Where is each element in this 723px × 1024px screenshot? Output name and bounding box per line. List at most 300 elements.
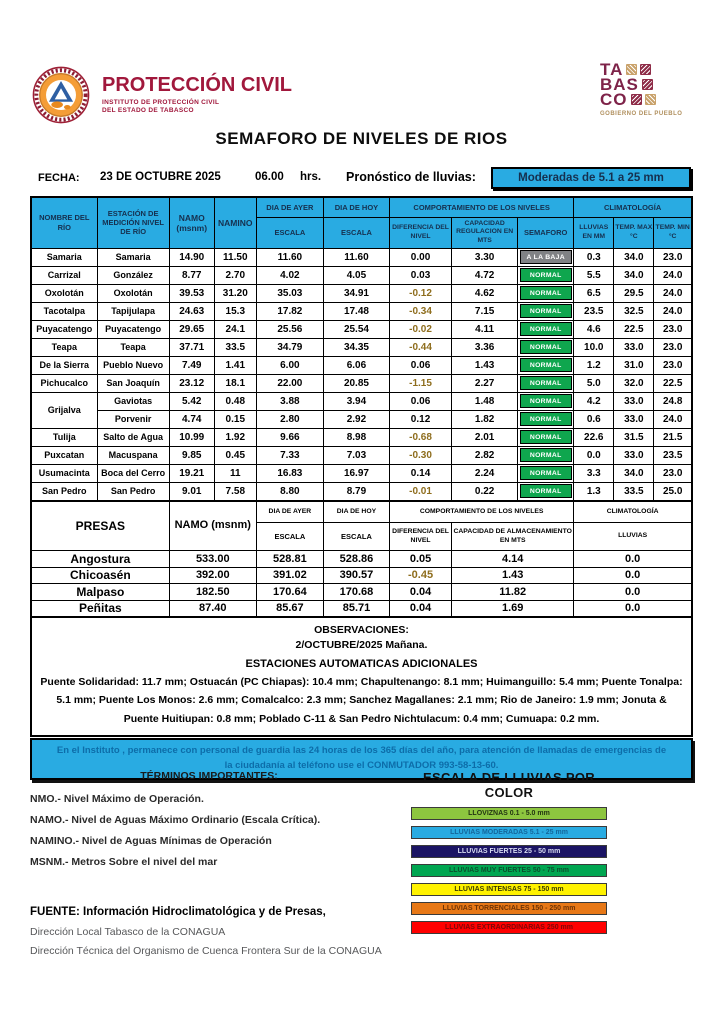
cell-capacidad: 2.24 bbox=[452, 464, 518, 482]
cell-namino: 33.5 bbox=[214, 338, 256, 356]
cell-diferencia: 0.03 bbox=[390, 266, 452, 284]
cell-namino: 7.58 bbox=[214, 482, 256, 501]
cell-namino: 2.70 bbox=[214, 266, 256, 284]
agency-name: PROTECCIÓN CIVIL bbox=[102, 74, 293, 96]
river-row bbox=[31, 266, 692, 284]
termino-item: MSNM.- Metros Sobre el nivel del mar bbox=[30, 856, 218, 868]
cell-lluvias: 5.5 bbox=[574, 266, 614, 284]
cell-lluvias: 5.0 bbox=[574, 374, 614, 392]
cell-temp-max: 33.0 bbox=[614, 446, 654, 464]
cell-diferencia: -0.45 bbox=[390, 567, 452, 584]
river-row bbox=[31, 320, 692, 338]
cell-namo: 24.63 bbox=[169, 302, 214, 320]
cell-lluvias: 0.0 bbox=[574, 584, 692, 601]
cell-temp-max: 33.0 bbox=[614, 338, 654, 356]
cell-temp-min: 24.0 bbox=[654, 266, 692, 284]
cell-escala-hoy: 25.54 bbox=[323, 320, 389, 338]
cell-semaforo bbox=[518, 356, 574, 374]
cell-temp-min: 23.5 bbox=[654, 446, 692, 464]
tabasco-logo-caption: GOBIERNO DEL PUEBLO bbox=[600, 111, 683, 117]
river-row bbox=[31, 374, 692, 392]
cell-estacion: Pueblo Nuevo bbox=[97, 356, 169, 374]
cell-estacion: Teapa bbox=[97, 338, 169, 356]
presas-subheader-escala-hoy: ESCALA bbox=[323, 523, 389, 551]
river-row bbox=[31, 338, 692, 356]
cell-rio: Samaria bbox=[31, 248, 97, 266]
cell-rio: Puyacatengo bbox=[31, 320, 97, 338]
cell-temp-max: 34.0 bbox=[614, 464, 654, 482]
cell-estacion: González bbox=[97, 266, 169, 284]
cell-temp-min: 23.0 bbox=[654, 464, 692, 482]
cell-estacion: San Pedro bbox=[97, 482, 169, 501]
cell-temp-min: 22.5 bbox=[654, 374, 692, 392]
cell-presa: Peñitas bbox=[31, 600, 169, 617]
escala-bar: LLUVIAS TORRENCIALES 150 - 250 mm bbox=[411, 902, 607, 915]
cell-namino: 24.1 bbox=[214, 320, 256, 338]
cell-estacion: Porvenir bbox=[97, 410, 169, 428]
river-row bbox=[31, 248, 692, 266]
agency-wordmark bbox=[102, 74, 292, 114]
presas-header-climatologia: CLIMATOLOGÍA bbox=[574, 501, 692, 523]
cell-rio: Usumacinta bbox=[31, 464, 97, 482]
presa-row bbox=[31, 551, 692, 568]
presa-row bbox=[31, 584, 692, 601]
cell-temp-min: 24.0 bbox=[654, 410, 692, 428]
cell-namino: 1.92 bbox=[214, 428, 256, 446]
termino-item: NMO.- Nivel Máximo de Operación. bbox=[30, 793, 204, 805]
fuente-line-bold: FUENTE: Información Hidroclimatológica y de Presas, bbox=[30, 906, 326, 918]
cell-lluvias: 23.5 bbox=[574, 302, 614, 320]
cell-temp-max: 32.5 bbox=[614, 302, 654, 320]
cell-namo: 29.65 bbox=[169, 320, 214, 338]
fecha-hrs: hrs. bbox=[300, 171, 322, 183]
cell-diferencia: -0.02 bbox=[390, 320, 452, 338]
cell-escala-hoy: 85.71 bbox=[323, 600, 389, 617]
cell-semaforo bbox=[518, 374, 574, 392]
semaforo-badge: NORMAL bbox=[520, 358, 572, 372]
presa-row bbox=[31, 567, 692, 584]
cell-estacion: San Joaquín bbox=[97, 374, 169, 392]
cell-temp-min: 23.0 bbox=[654, 320, 692, 338]
cell-rio: Carrizal bbox=[31, 266, 97, 284]
river-row bbox=[31, 302, 692, 320]
col-header-estacion: ESTACIÓN DE MEDICIÓN NIVEL DE RÍO bbox=[97, 197, 169, 248]
fecha-time: 06.00 bbox=[255, 171, 284, 183]
col-header-climatologia: CLIMATOLOGÍA bbox=[574, 197, 692, 217]
cell-temp-min: 24.0 bbox=[654, 302, 692, 320]
cell-escala-ayer: 22.00 bbox=[256, 374, 323, 392]
cell-diferencia: 0.14 bbox=[390, 464, 452, 482]
cell-namo: 9.85 bbox=[169, 446, 214, 464]
cell-escala-ayer: 34.79 bbox=[256, 338, 323, 356]
cell-namo: 37.71 bbox=[169, 338, 214, 356]
cell-namino: 11 bbox=[214, 464, 256, 482]
cell-temp-max: 33.0 bbox=[614, 410, 654, 428]
col-subheader-escala-ayer: ESCALA bbox=[256, 217, 323, 248]
cell-diferencia: 0.06 bbox=[390, 356, 452, 374]
presas-header-comportamiento: COMPORTAMIENTO DE LOS NIVELES bbox=[390, 501, 574, 523]
cell-semaforo bbox=[518, 410, 574, 428]
cell-namo: 39.53 bbox=[169, 284, 214, 302]
cell-estacion: Puyacatengo bbox=[97, 320, 169, 338]
termino-item: NAMINO.- Nivel de Aguas Mínimas de Operación bbox=[30, 835, 272, 847]
col-header-comportamiento: COMPORTAMIENTO DE LOS NIVELES bbox=[390, 197, 574, 217]
cell-escala-ayer: 25.56 bbox=[256, 320, 323, 338]
cell-escala-ayer: 35.03 bbox=[256, 284, 323, 302]
escala-bar: LLUVIAS MODERADAS 5.1 - 25 mm bbox=[411, 826, 607, 839]
cell-capacidad: 2.27 bbox=[452, 374, 518, 392]
cell-namo: 533.00 bbox=[169, 551, 256, 568]
fuente bbox=[30, 906, 382, 961]
semaforo-badge: NORMAL bbox=[520, 448, 572, 462]
cell-namino: 18.1 bbox=[214, 374, 256, 392]
cell-diferencia: 0.06 bbox=[390, 392, 452, 410]
tabasco-glyph-icon bbox=[645, 94, 656, 105]
col-header-rio: NOMBRE DEL RÍO bbox=[31, 197, 97, 248]
cell-namo: 8.77 bbox=[169, 266, 214, 284]
cell-rio: San Pedro bbox=[31, 482, 97, 501]
cell-capacidad: 0.22 bbox=[452, 482, 518, 501]
escala-bar: LLUVIAS MUY FUERTES 50 - 75 mm bbox=[411, 864, 607, 877]
cell-escala-hoy: 7.03 bbox=[323, 446, 389, 464]
cell-semaforo bbox=[518, 428, 574, 446]
cell-namino: 0.15 bbox=[214, 410, 256, 428]
cell-lluvias: 1.3 bbox=[574, 482, 614, 501]
cell-namino: 1.41 bbox=[214, 356, 256, 374]
cell-namo: 87.40 bbox=[169, 600, 256, 617]
observaciones bbox=[30, 616, 693, 738]
escala-bar: LLUVIAS INTENSAS 75 - 150 mm bbox=[411, 883, 607, 896]
cell-semaforo bbox=[518, 464, 574, 482]
cell-capacidad: 1.43 bbox=[452, 567, 574, 584]
fuente-line: Dirección Local Tabasco de la CONAGUA bbox=[30, 926, 226, 938]
cell-escala-hoy: 2.92 bbox=[323, 410, 389, 428]
cell-temp-min: 25.0 bbox=[654, 482, 692, 501]
tabasco-glyph-icon bbox=[640, 64, 651, 75]
cell-rio: Tulija bbox=[31, 428, 97, 446]
cell-temp-min: 23.0 bbox=[654, 338, 692, 356]
cell-rio: De la Sierra bbox=[31, 356, 97, 374]
cell-lluvias: 0.0 bbox=[574, 551, 692, 568]
cell-escala-hoy: 170.68 bbox=[323, 584, 389, 601]
tabasco-glyph-icon bbox=[626, 64, 637, 75]
cell-capacidad: 1.69 bbox=[452, 600, 574, 617]
cell-rio: Tacotalpa bbox=[31, 302, 97, 320]
cell-escala-hoy: 11.60 bbox=[323, 248, 389, 266]
tabasco-logo bbox=[600, 62, 682, 117]
cell-escala-hoy: 6.06 bbox=[323, 356, 389, 374]
presas-header: PRESAS bbox=[31, 501, 169, 551]
cell-escala-ayer: 2.80 bbox=[256, 410, 323, 428]
cell-diferencia: 0.05 bbox=[390, 551, 452, 568]
escala-bar: LLUVIAS EXTRAORDINARIAS 250 mm bbox=[411, 921, 607, 934]
presas-subheader-escala-ayer: ESCALA bbox=[256, 523, 323, 551]
cell-escala-ayer: 6.00 bbox=[256, 356, 323, 374]
cell-temp-min: 23.0 bbox=[654, 356, 692, 374]
cell-capacidad: 11.82 bbox=[452, 584, 574, 601]
col-header-ayer: DIA DE AYER bbox=[256, 197, 323, 217]
cell-diferencia: -0.68 bbox=[390, 428, 452, 446]
fecha-label: FECHA: bbox=[38, 172, 80, 184]
cell-lluvias: 4.2 bbox=[574, 392, 614, 410]
tables-stack bbox=[30, 196, 693, 780]
escala-title: ESCALA DE LLUVIAS POR COLOR bbox=[423, 770, 595, 800]
semaforo-badge: NORMAL bbox=[520, 268, 572, 282]
cell-lluvias: 4.6 bbox=[574, 320, 614, 338]
cell-diferencia: -0.01 bbox=[390, 482, 452, 501]
col-subheader-escala-hoy: ESCALA bbox=[323, 217, 389, 248]
cell-namo: 5.42 bbox=[169, 392, 214, 410]
col-subheader-lluvias: LLUVIAS EN MM bbox=[574, 217, 614, 248]
cell-namo: 7.49 bbox=[169, 356, 214, 374]
river-row bbox=[31, 410, 692, 428]
cell-rio: Oxolotán bbox=[31, 284, 97, 302]
proteccion-civil-emblem-icon bbox=[32, 66, 90, 124]
cell-estacion: Samaria bbox=[97, 248, 169, 266]
semaforo-badge: NORMAL bbox=[520, 322, 572, 336]
cell-capacidad: 4.72 bbox=[452, 266, 518, 284]
presas-header-namo: NAMO (msnm) bbox=[169, 501, 256, 551]
tabasco-logo-line: BAS bbox=[600, 75, 639, 94]
cell-temp-max: 34.0 bbox=[614, 248, 654, 266]
cell-temp-min: 24.0 bbox=[654, 284, 692, 302]
cell-escala-ayer: 85.67 bbox=[256, 600, 323, 617]
cell-lluvias: 1.2 bbox=[574, 356, 614, 374]
cell-presa: Angostura bbox=[31, 551, 169, 568]
cell-diferencia: 0.12 bbox=[390, 410, 452, 428]
cell-escala-ayer: 16.83 bbox=[256, 464, 323, 482]
cell-semaforo bbox=[518, 392, 574, 410]
semaforo-badge: A LA BAJA bbox=[520, 250, 572, 264]
pronostico-value-badge: Moderadas de 5.1 a 25 mm bbox=[491, 167, 691, 189]
terminos-importantes bbox=[30, 770, 388, 873]
cell-escala-hoy: 528.86 bbox=[323, 551, 389, 568]
cell-capacidad: 7.15 bbox=[452, 302, 518, 320]
cell-escala-ayer: 528.81 bbox=[256, 551, 323, 568]
cell-temp-max: 33.5 bbox=[614, 482, 654, 501]
col-subheader-semaforo: SEMAFORO bbox=[518, 217, 574, 248]
river-row bbox=[31, 446, 692, 464]
cell-presa: Chicoasén bbox=[31, 567, 169, 584]
cell-diferencia: -1.15 bbox=[390, 374, 452, 392]
cell-namo: 19.21 bbox=[169, 464, 214, 482]
semaforo-badge: NORMAL bbox=[520, 430, 572, 444]
cell-namino: 15.3 bbox=[214, 302, 256, 320]
cell-semaforo bbox=[518, 338, 574, 356]
cell-namino: 0.45 bbox=[214, 446, 256, 464]
river-row bbox=[31, 392, 692, 410]
estaciones-list: Puente Solidaridad: 11.7 mm; Ostuacán (PC Chiapas): 10.4 mm; Chapultenango: 8.1 mm; Huimanguillo: 5.4 mm; Puente Tonalpa: 5.1 mm; Puente Los Monos: 2.6 mm; Comalcalco: 2.3 mm; Sanchez Magallanes: 2.1 mm; Rio de Janeiro: 1.9 mm; Jonuta & Puente Huitiupan: 0.8 mm; Poblado C-11 & San Pedro Nichtulacum: 0.4 mm; Cumuapa: 0.2 mm. bbox=[40, 675, 683, 725]
col-subheader-capacidad: CAPACIDAD REGULACION EN MTS bbox=[452, 217, 518, 248]
presas-table bbox=[30, 500, 693, 618]
termino-item: NAMO.- Nivel de Aguas Máximo Ordinario (Escala Crítica). bbox=[30, 814, 321, 826]
cell-temp-max: 33.0 bbox=[614, 392, 654, 410]
cell-escala-ayer: 17.82 bbox=[256, 302, 323, 320]
fuente-line: Dirección Técnica del Organismo de Cuenca Frontera Sur de la CONAGUA bbox=[30, 945, 382, 957]
semaforo-badge: NORMAL bbox=[520, 394, 572, 408]
agency-subtitle-2: DEL ESTADO DE TABASCO bbox=[102, 107, 194, 114]
tabasco-glyph-icon bbox=[642, 79, 653, 90]
cell-escala-ayer: 3.88 bbox=[256, 392, 323, 410]
semaforo-badge: NORMAL bbox=[520, 412, 572, 426]
cell-namo: 23.12 bbox=[169, 374, 214, 392]
cell-lluvias: 0.0 bbox=[574, 600, 692, 617]
escala-lluvias bbox=[398, 770, 620, 940]
cell-temp-max: 22.5 bbox=[614, 320, 654, 338]
cell-rio: Pichucalco bbox=[31, 374, 97, 392]
fecha-value: 23 DE OCTUBRE 2025 bbox=[100, 171, 221, 183]
terminos-title: TÉRMINOS IMPORTANTES: bbox=[140, 770, 278, 782]
cell-semaforo bbox=[518, 266, 574, 284]
cell-temp-max: 31.5 bbox=[614, 428, 654, 446]
cell-lluvias: 6.5 bbox=[574, 284, 614, 302]
cell-estacion: Macuspana bbox=[97, 446, 169, 464]
cell-temp-max: 34.0 bbox=[614, 266, 654, 284]
col-subheader-temp-min: TEMP. MIN °C bbox=[654, 217, 692, 248]
cell-capacidad: 3.36 bbox=[452, 338, 518, 356]
cell-capacidad: 3.30 bbox=[452, 248, 518, 266]
cell-namino: 31.20 bbox=[214, 284, 256, 302]
cell-capacidad: 1.82 bbox=[452, 410, 518, 428]
presas-tbody bbox=[31, 551, 692, 617]
cell-escala-ayer: 391.02 bbox=[256, 567, 323, 584]
cell-capacidad: 1.48 bbox=[452, 392, 518, 410]
river-row bbox=[31, 464, 692, 482]
river-row bbox=[31, 428, 692, 446]
cell-escala-ayer: 4.02 bbox=[256, 266, 323, 284]
cell-escala-ayer: 170.64 bbox=[256, 584, 323, 601]
cell-lluvias: 22.6 bbox=[574, 428, 614, 446]
rivers-tbody bbox=[31, 248, 692, 501]
cell-diferencia: -0.12 bbox=[390, 284, 452, 302]
observaciones-title: OBSERVACIONES: bbox=[314, 623, 409, 636]
river-row bbox=[31, 482, 692, 501]
cell-escala-hoy: 390.57 bbox=[323, 567, 389, 584]
cell-diferencia: -0.44 bbox=[390, 338, 452, 356]
cell-diferencia: 0.04 bbox=[390, 600, 452, 617]
cell-lluvias: 0.0 bbox=[574, 446, 614, 464]
cell-namo: 4.74 bbox=[169, 410, 214, 428]
cell-temp-min: 21.5 bbox=[654, 428, 692, 446]
cell-escala-hoy: 34.35 bbox=[323, 338, 389, 356]
cell-escala-hoy: 16.97 bbox=[323, 464, 389, 482]
col-header-hoy: DIA DE HOY bbox=[323, 197, 389, 217]
cell-lluvias: 0.3 bbox=[574, 248, 614, 266]
cell-escala-ayer: 11.60 bbox=[256, 248, 323, 266]
cell-estacion: Boca del Cerro bbox=[97, 464, 169, 482]
cell-namo: 392.00 bbox=[169, 567, 256, 584]
cell-rio: Teapa bbox=[31, 338, 97, 356]
cell-estacion: Oxolotán bbox=[97, 284, 169, 302]
cell-capacidad: 1.43 bbox=[452, 356, 518, 374]
cell-temp-max: 31.0 bbox=[614, 356, 654, 374]
cell-diferencia: -0.30 bbox=[390, 446, 452, 464]
rivers-table bbox=[30, 196, 693, 502]
cell-escala-hoy: 34.91 bbox=[323, 284, 389, 302]
cell-capacidad: 4.11 bbox=[452, 320, 518, 338]
cell-capacidad: 4.62 bbox=[452, 284, 518, 302]
cell-diferencia: 0.00 bbox=[390, 248, 452, 266]
cell-lluvias: 0.0 bbox=[574, 567, 692, 584]
cell-diferencia: 0.04 bbox=[390, 584, 452, 601]
col-header-namino: NAMINO bbox=[214, 197, 256, 248]
semaforo-badge: NORMAL bbox=[520, 484, 572, 498]
cell-namo: 14.90 bbox=[169, 248, 214, 266]
tabasco-logo-line: CO bbox=[600, 90, 628, 109]
presa-row bbox=[31, 600, 692, 617]
cell-presa: Malpaso bbox=[31, 584, 169, 601]
cell-rio: Puxcatan bbox=[31, 446, 97, 464]
cell-namo: 182.50 bbox=[169, 584, 256, 601]
tabasco-logo-line: TA bbox=[600, 60, 624, 79]
cell-estacion: Gaviotas bbox=[97, 392, 169, 410]
escala-bar: LLOVIZNAS 0.1 - 5.0 mm bbox=[411, 807, 607, 820]
presas-header-hoy: DIA DE HOY bbox=[323, 501, 389, 523]
semaforo-badge: NORMAL bbox=[520, 376, 572, 390]
presas-header-ayer: DIA DE AYER bbox=[256, 501, 323, 523]
estaciones-subtitle: ESTACIONES AUTOMATICAS ADICIONALES bbox=[245, 657, 478, 670]
cell-namino: 0.48 bbox=[214, 392, 256, 410]
cell-capacidad: 2.01 bbox=[452, 428, 518, 446]
semaforo-badge: NORMAL bbox=[520, 286, 572, 300]
cell-escala-ayer: 9.66 bbox=[256, 428, 323, 446]
presas-subheader-diferencia: DIFERENCIA DEL NIVEL bbox=[390, 523, 452, 551]
col-header-namo: NAMO (msnm) bbox=[169, 197, 214, 248]
cell-namo: 9.01 bbox=[169, 482, 214, 501]
agency-subtitle-1: INSTITUTO DE PROTECCIÓN CIVIL bbox=[102, 98, 220, 106]
cell-diferencia: -0.34 bbox=[390, 302, 452, 320]
cell-temp-min: 24.8 bbox=[654, 392, 692, 410]
cell-temp-max: 32.0 bbox=[614, 374, 654, 392]
cell-escala-hoy: 8.98 bbox=[323, 428, 389, 446]
guard-banner: En el Instituto , permanece con personal de guardia las 24 horas de los 365 días del año, para atención de llamadas de emergencias de la ciudadanía al teléfono use el CONMUTADOR 993-58-13-60. bbox=[30, 738, 693, 779]
cell-semaforo bbox=[518, 284, 574, 302]
cell-estacion: Salto de Agua bbox=[97, 428, 169, 446]
cell-temp-max: 29.5 bbox=[614, 284, 654, 302]
cell-semaforo bbox=[518, 482, 574, 501]
tabasco-glyph-icon bbox=[631, 94, 642, 105]
observaciones-date: 2/OCTUBRE/2025 Mañana. bbox=[295, 638, 428, 651]
cell-escala-hoy: 20.85 bbox=[323, 374, 389, 392]
escala-bar: LLUVIAS FUERTES 25 - 50 mm bbox=[411, 845, 607, 858]
presas-subheader-capacidad: CAPACIDAD DE ALMACENAMIENTO EN MTS bbox=[452, 523, 574, 551]
page-title: SEMAFORO DE NIVELES DE RIOS bbox=[215, 129, 508, 148]
cell-escala-hoy: 3.94 bbox=[323, 392, 389, 410]
cell-escala-hoy: 8.79 bbox=[323, 482, 389, 501]
cell-semaforo bbox=[518, 302, 574, 320]
river-row bbox=[31, 284, 692, 302]
cell-escala-hoy: 4.05 bbox=[323, 266, 389, 284]
cell-escala-hoy: 17.48 bbox=[323, 302, 389, 320]
cell-semaforo bbox=[518, 320, 574, 338]
cell-escala-ayer: 7.33 bbox=[256, 446, 323, 464]
cell-semaforo bbox=[518, 446, 574, 464]
cell-lluvias: 3.3 bbox=[574, 464, 614, 482]
presas-subheader-lluvias: LLUVIAS bbox=[574, 523, 692, 551]
proteccion-civil-logo bbox=[32, 66, 292, 124]
semaforo-badge: NORMAL bbox=[520, 466, 572, 480]
cell-semaforo bbox=[518, 248, 574, 266]
semaforo-badge: NORMAL bbox=[520, 304, 572, 318]
col-subheader-temp-max: TEMP. MAX °C bbox=[614, 217, 654, 248]
escala-bars bbox=[411, 807, 607, 934]
cell-estacion: Tapijulapa bbox=[97, 302, 169, 320]
cell-namo: 10.99 bbox=[169, 428, 214, 446]
cell-namino: 11.50 bbox=[214, 248, 256, 266]
cell-capacidad: 2.82 bbox=[452, 446, 518, 464]
cell-temp-min: 23.0 bbox=[654, 248, 692, 266]
river-row bbox=[31, 356, 692, 374]
